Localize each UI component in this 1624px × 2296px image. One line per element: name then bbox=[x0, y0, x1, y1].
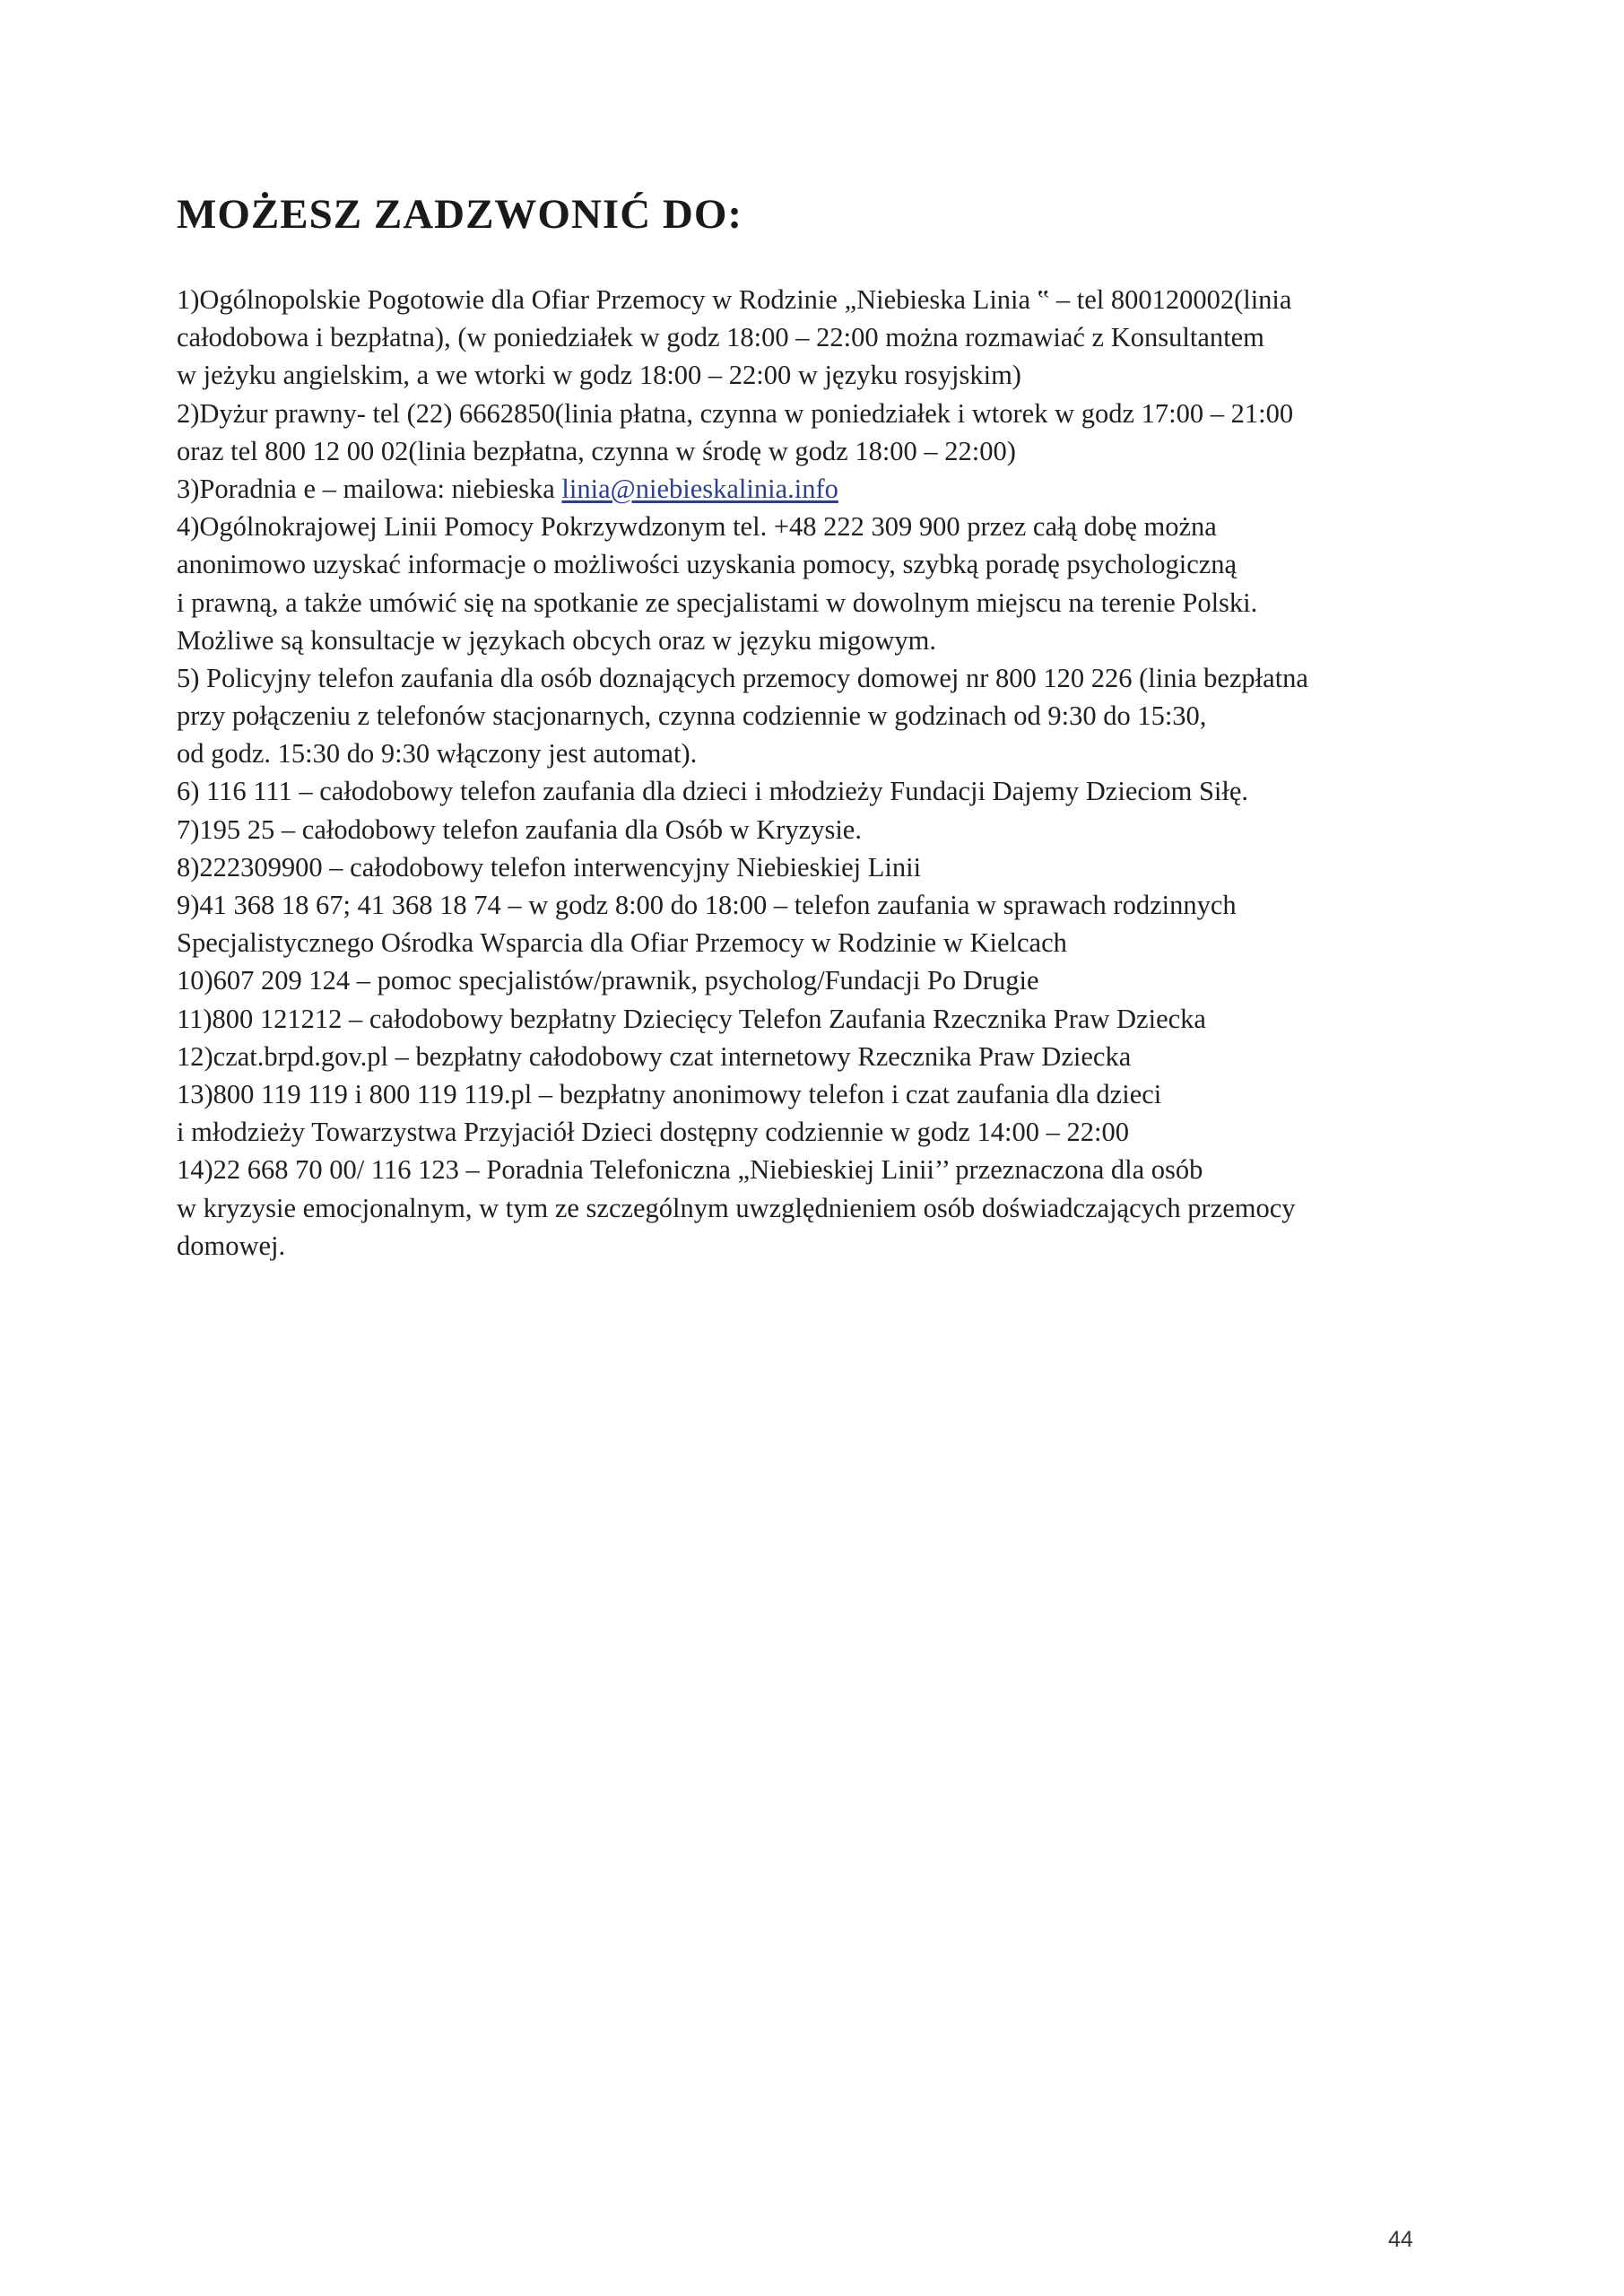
line-text: 14)22 668 70 00/ 116 123 – Poradnia Telefoniczna „Niebieskiej Linii’’ przeznaczona dla osób bbox=[177, 1154, 1203, 1186]
text-line bbox=[177, 1038, 1540, 1075]
text-line bbox=[177, 811, 1540, 848]
line-text: 4)Ogólnokrajowej Linii Pomocy Pokrzywdzonym tel. +48 222 309 900 przez całą dobę można bbox=[177, 511, 1217, 543]
text-line bbox=[177, 1227, 1540, 1265]
line-text: anonimowo uzyskać informacje o możliwości uzyskania pomocy, szybką poradę psychologiczną bbox=[177, 549, 1238, 580]
text-line bbox=[177, 659, 1540, 697]
line-text: i prawną, a także umówić się na spotkanie ze specjalistami w dowolnym miejscu na terenie Polski. bbox=[177, 587, 1258, 618]
line-text: 2)Dyżur prawny- tel (22) 6662850(linia płatna, czynna w poniedziałek i wtorek w godz 17:00 – 21:00 bbox=[177, 397, 1294, 429]
text-line bbox=[177, 735, 1540, 772]
line-text: całodobowa i bezpłatna), (w poniedziałek w godz 18:00 – 22:00 można rozmawiać z Konsultantem bbox=[177, 322, 1264, 353]
text-line bbox=[177, 622, 1540, 659]
text-line bbox=[177, 318, 1540, 356]
line-text: i młodzieży Towarzystwa Przyjaciół Dzieci dostępny codziennie w godz 14:00 – 22:00 bbox=[177, 1117, 1129, 1148]
text-line bbox=[177, 1151, 1540, 1188]
line-text: w kryzysie emocjonalnym, w tym ze szczególnym uwzględnieniem osób doświadczających przemocy bbox=[177, 1192, 1296, 1223]
line-text: domowej. bbox=[177, 1230, 286, 1261]
text-line bbox=[177, 1113, 1540, 1151]
text-line bbox=[177, 432, 1540, 470]
text-line bbox=[177, 1075, 1540, 1113]
line-text: w jeżyku angielskim, a we wtorki w godz 18:00 – 22:00 w języku rosyjskim) bbox=[177, 360, 1021, 391]
line-text: 6) 116 111 – całodobowy telefon zaufania dla dzieci i młodzieży Fundacji Dajemy Dzieciom Siłę. bbox=[177, 776, 1249, 807]
line-text: 1)Ogólnopolskie Pogotowie dla Ofiar Przemocy w Rodzinie „Niebieska Linia ‟ – tel 800120002(linia bbox=[177, 284, 1292, 315]
text-line bbox=[177, 545, 1540, 583]
email-link[interactable]: linia@niebieskalinia.info bbox=[561, 473, 838, 504]
text-line bbox=[177, 356, 1540, 394]
text-line bbox=[177, 395, 1540, 432]
text-line bbox=[177, 961, 1540, 999]
line-text: od godz. 15:30 do 9:30 włączony jest automat). bbox=[177, 738, 698, 770]
page-title: MOŻESZ ZADZWONIĆ DO: bbox=[177, 191, 743, 238]
line-text: 3)Poradnia e – mailowa: niebieska bbox=[177, 473, 562, 504]
line-text: 7)195 25 – całodobowy telefon zaufania dla Osób w Kryzysie. bbox=[177, 813, 862, 845]
text-line bbox=[177, 1000, 1540, 1038]
line-text: 12)czat.brpd.gov.pl – bezpłatny całodobowy czat internetowy Rzecznika Praw Dziecka bbox=[177, 1040, 1132, 1072]
text-line bbox=[177, 772, 1540, 810]
line-text: oraz tel 800 12 00 02(linia bezpłatna, czynna w środę w godz 18:00 – 22:00) bbox=[177, 435, 1016, 466]
line-text: 9)41 368 18 67; 41 368 18 74 – w godz 8:00 do 18:00 – telefon zaufania w sprawach rodzinnych bbox=[177, 890, 1237, 920]
text-line bbox=[177, 470, 1540, 508]
text-line bbox=[177, 1189, 1540, 1227]
text-line bbox=[177, 886, 1540, 924]
contact-list bbox=[177, 281, 1540, 1265]
line-text: 8)222309900 – całodobowy telefon interwencyjny Niebieskiej Linii bbox=[177, 851, 922, 883]
text-line bbox=[177, 508, 1540, 545]
line-text: Specjalistycznego Ośrodka Wsparcia dla Ofiar Przemocy w Rodzinie w Kielcach bbox=[177, 927, 1067, 959]
text-line bbox=[177, 924, 1540, 961]
page-number: 44 bbox=[1388, 2227, 1413, 2252]
line-text: Możliwe są konsultacje w językach obcych oraz w języku migowym. bbox=[177, 624, 936, 656]
line-text: 10)607 209 124 – pomoc specjalistów/prawnik, psycholog/Fundacji Po Drugie bbox=[177, 965, 1039, 996]
line-text: 11)800 121212 – całodobowy bezpłatny Dziecięcy Telefon Zaufania Rzecznika Praw Dziecka bbox=[177, 1003, 1206, 1034]
text-line bbox=[177, 281, 1540, 318]
line-text: przy połączeniu z telefonów stacjonarnych, czynna codziennie w godzinach od 9:30 do 15:30, bbox=[177, 700, 1207, 732]
line-text: 5) Policyjny telefon zaufania dla osób doznających przemocy domowej nr 800 120 226 (linia bezpłatna bbox=[177, 662, 1308, 693]
line-text: 13)800 119 119 i 800 119 119.pl – bezpłatny anonimowy telefon i czat zaufania dla dzieci bbox=[177, 1078, 1162, 1109]
text-line bbox=[177, 848, 1540, 886]
text-line bbox=[177, 697, 1540, 735]
text-line bbox=[177, 584, 1540, 622]
